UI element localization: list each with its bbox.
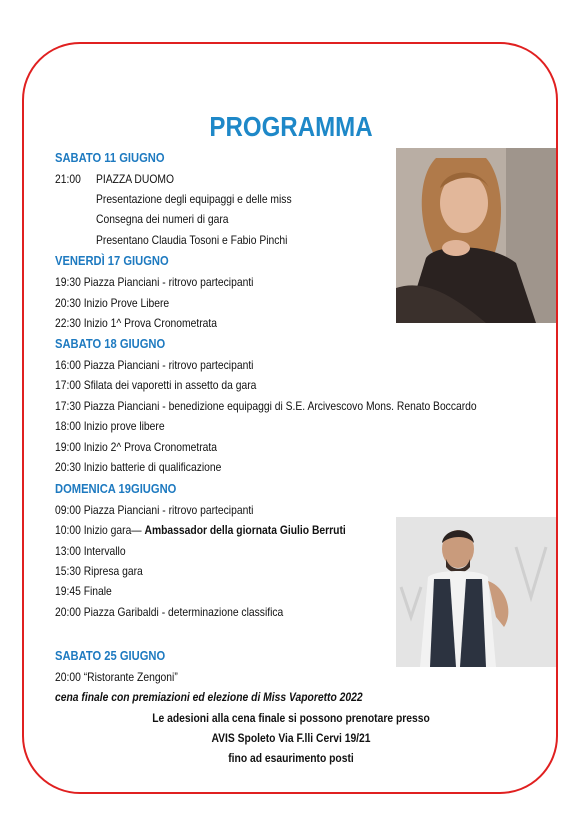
day4-line-ambassador [55,523,346,537]
day3-line: 18:00 Inizio prove libere [55,419,165,433]
day2-heading: VENERDÌ 17 GIUGNO [55,253,169,268]
day3-line: 17:30 Piazza Pianciani - benedizione equipaggi di S.E. Arcivescovo Mons. Renato Boccardo [55,399,477,413]
day3-line: 19:00 Inizio 2^ Prova Cronometrata [55,440,218,454]
day3-heading: SABATO 18 GIUGNO [55,336,166,351]
day1-line: Presentano Claudia Tosoni e Fabio Pinchi [96,233,288,247]
miss-photo-illustration [396,148,556,323]
day5-line: 20:00 “Ristorante Zengoni” [55,670,178,684]
ambassador-photo [396,517,556,667]
day3-line: 20:30 Inizio batterie di qualificazione [55,460,222,474]
day1-time: 21:00 [55,172,81,186]
day3-line: 17:00 Sfilata dei vaporetti in assetto da gara [55,378,257,392]
footer-line: fino ad esaurimento posti [228,751,354,765]
footer-line: Le adesioni alla cena finale si possono prenotare presso [152,711,430,725]
day4-line: 13:00 Intervallo [55,544,126,558]
day4-heading: DOMENICA 19GIUGNO [55,481,177,496]
miss-photo [396,148,556,323]
day5-italic-line: cena finale con premiazioni ed elezione di Miss Vaporetto 2022 [55,690,363,704]
day4-line: 19:45 Finale [55,584,112,598]
day2-line: 22:30 Inizio 1^ Prova Cronometrata [55,316,218,330]
day4-line2-prefix: 10:00 Inizio gara— [55,523,145,537]
ambassador-text: Ambassador della giornata Giulio Berruti [144,523,346,537]
footer-line: AVIS Spoleto Via F.lli Cervi 19/21 [211,731,371,745]
day1-line: Presentazione degli equipaggi e delle miss [96,192,292,206]
day1-place: PIAZZA DUOMO [96,172,174,186]
day1-line: Consegna dei numeri di gara [96,212,229,226]
ambassador-photo-illustration [396,517,556,667]
page-title: PROGRAMMA [209,111,373,142]
day2-line: 20:30 Inizio Prove Libere [55,296,170,310]
day4-line: 20:00 Piazza Garibaldi - determinazione classifica [55,605,284,619]
day1-heading: SABATO 11 GIUGNO [55,150,165,165]
day5-heading: SABATO 25 GIUGNO [55,648,166,663]
day4-line: 15:30 Ripresa gara [55,564,143,578]
day3-line: 16:00 Piazza Pianciani - ritrovo partecipanti [55,358,254,372]
day2-line: 19:30 Piazza Pianciani - ritrovo partecipanti [55,275,254,289]
day4-line: 09:00 Piazza Pianciani - ritrovo partecipanti [55,503,254,517]
